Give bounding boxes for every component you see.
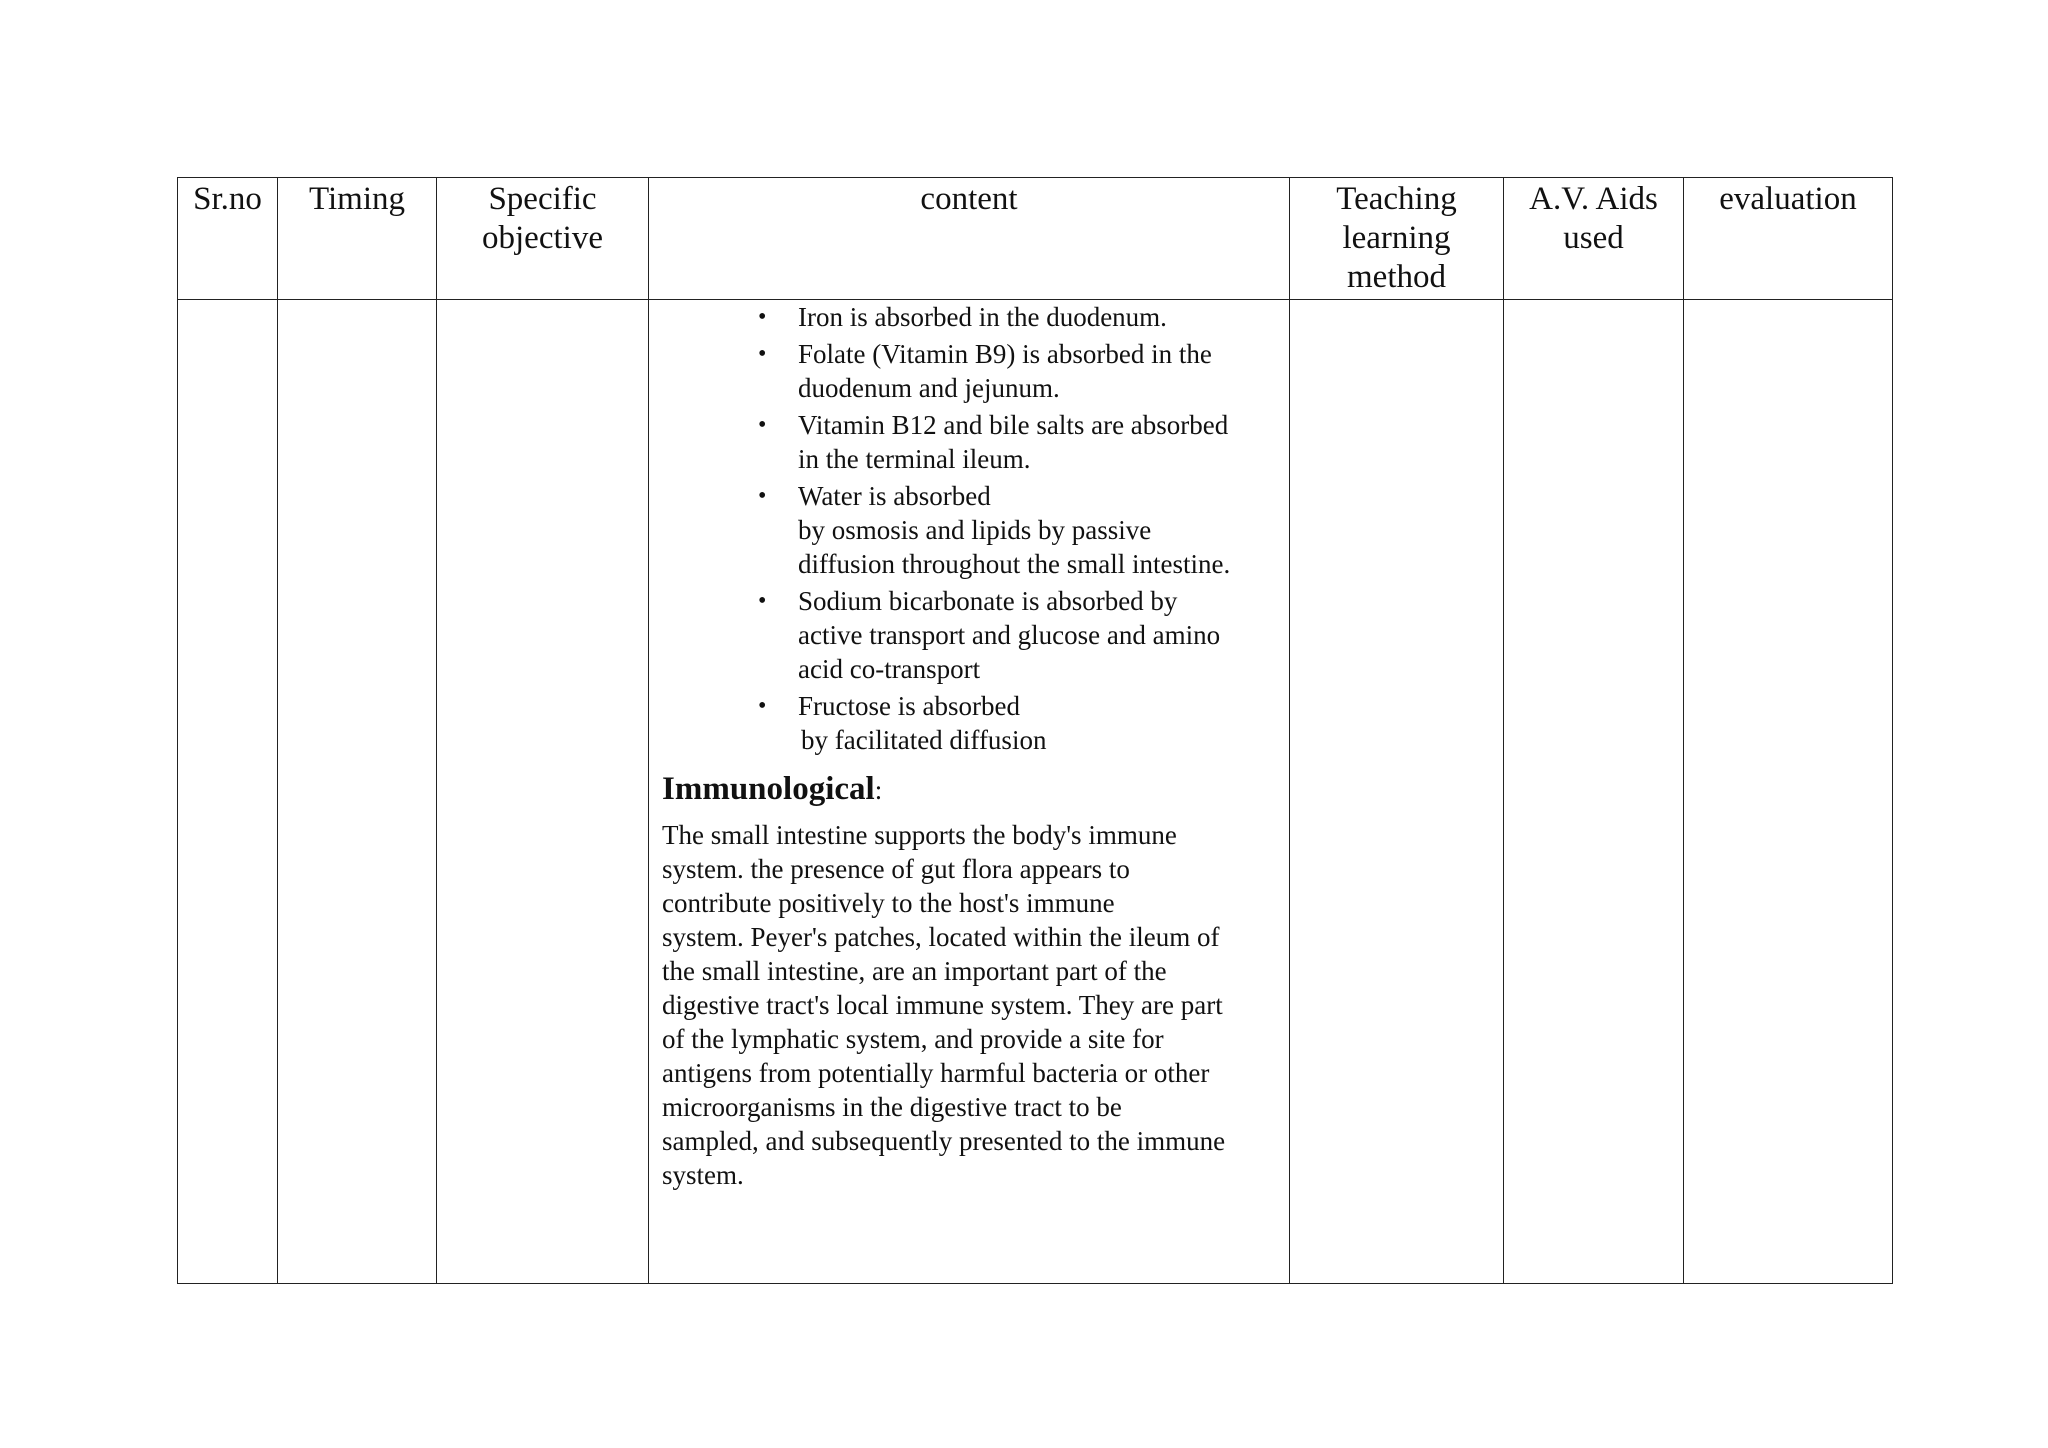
header-sr-no-text: Sr.no (193, 181, 262, 217)
header-av-aids-line-1: A.V. Aids (1529, 181, 1658, 217)
header-teaching-learning-method (1290, 178, 1504, 300)
cell-sr-no (178, 300, 278, 1284)
immunological-heading: Immunological (662, 771, 875, 807)
header-av-aids-line-2: used (1563, 220, 1624, 256)
immunological-paragraph (662, 818, 1277, 1192)
bullet-text-line: Fructose is absorbed (798, 691, 1020, 721)
header-sr-no (178, 178, 278, 300)
header-timing (278, 178, 437, 300)
list-item (662, 408, 1277, 476)
header-teaching-line-1: Teaching (1336, 181, 1457, 217)
bullet-icon: • (758, 483, 767, 509)
header-evaluation-text: evaluation (1719, 181, 1857, 217)
list-item (662, 689, 1277, 757)
header-timing-text: Timing (308, 181, 405, 217)
paragraph-line: of the lymphatic system, and provide a site for (662, 1024, 1164, 1054)
bullet-text-line: by facilitated diffusion (801, 725, 1047, 755)
bullet-text-line: Iron is absorbed in the duodenum. (798, 302, 1167, 332)
cell-content (649, 300, 1290, 1284)
header-teaching-line-2: learning (1342, 220, 1451, 256)
bullet-icon: • (758, 693, 767, 719)
bullet-text-line: Water is absorbed (798, 481, 991, 511)
bullet-text-line: duodenum and jejunum. (798, 373, 1060, 403)
paragraph-line: microorganisms in the digestive tract to be (662, 1092, 1122, 1122)
paragraph-line: the small intestine, are an important part of the (662, 956, 1167, 986)
header-content-text: content (920, 181, 1018, 217)
bullet-text-line: Vitamin B12 and bile salts are absorbed (798, 410, 1229, 440)
list-item (662, 300, 1277, 334)
heading-colon: : (874, 775, 883, 805)
header-content (649, 178, 1290, 300)
cell-av-aids-used (1504, 300, 1684, 1284)
bullet-text-line: by osmosis and lipids by passive (798, 515, 1152, 545)
paragraph-line: contribute positively to the host's immune (662, 888, 1115, 918)
header-evaluation (1684, 178, 1893, 300)
lesson-plan-table (177, 177, 1893, 1284)
header-specific-objective-line-2: objective (482, 220, 603, 256)
cell-teaching-learning-method (1290, 300, 1504, 1284)
bullet-text-line: diffusion throughout the small intestine. (798, 549, 1231, 579)
paragraph-line: antigens from potentially harmful bacteria or other (662, 1058, 1210, 1088)
bullet-icon: • (758, 341, 767, 367)
header-teaching-line-3: method (1347, 259, 1446, 295)
bullet-text-line: active transport and glucose and amino (798, 620, 1221, 650)
paragraph-line: system. (662, 1160, 744, 1190)
paragraph-line: sampled, and subsequently presented to the immune (662, 1126, 1226, 1156)
list-item (662, 479, 1277, 581)
section-heading (662, 769, 1277, 810)
header-specific-objective (437, 178, 649, 300)
cell-specific-objective (437, 300, 649, 1284)
header-av-aids-used (1504, 178, 1684, 300)
bullet-icon: • (758, 304, 767, 330)
list-item (662, 584, 1277, 686)
paragraph-line: digestive tract's local immune system. They are part (662, 990, 1223, 1020)
bullet-text-line: Folate (Vitamin B9) is absorbed in the (798, 339, 1212, 369)
paragraph-line: The small intestine supports the body's immune (662, 820, 1177, 850)
header-row (178, 178, 1893, 300)
paragraph-line: system. Peyer's patches, located within the ileum of (662, 922, 1220, 952)
cell-evaluation (1684, 300, 1893, 1284)
header-specific-objective-line-1: Specific (488, 181, 597, 217)
cell-timing (278, 300, 437, 1284)
absorption-bullet-list (662, 300, 1277, 757)
bullet-icon: • (758, 412, 767, 438)
bullet-text-line: in the terminal ileum. (798, 444, 1031, 474)
bullet-text-line: acid co-transport (798, 654, 981, 684)
list-item (662, 337, 1277, 405)
bullet-icon: • (758, 588, 767, 614)
bullet-text-line: Sodium bicarbonate is absorbed by (798, 586, 1178, 616)
content-row (178, 300, 1893, 1284)
paragraph-line: system. the presence of gut flora appears to (662, 854, 1130, 884)
